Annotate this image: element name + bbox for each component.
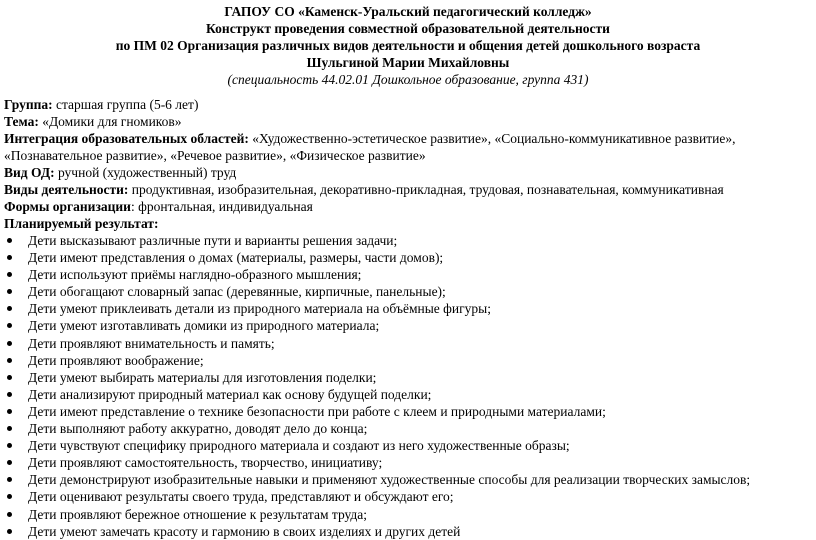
- list-item: [4, 300, 812, 317]
- specialty-line: (специальность 44.02.01 Дошкольное образование, группа 431): [227, 72, 589, 87]
- result-label: Планируемый результат:: [4, 216, 159, 231]
- list-item: [4, 352, 812, 369]
- list-item-text: Дети имеют представления о домах (материалы, размеры, части домов);: [28, 250, 444, 266]
- list-item-text: Дети проявляют воображение;: [28, 352, 204, 368]
- forms-value: : фронтальная, индивидуальная: [130, 199, 313, 214]
- integration-value-2: «Познавательное развитие», «Речевое развитие», «Физическое развитие»: [4, 148, 426, 163]
- topic-field: [4, 113, 812, 130]
- list-item: [4, 420, 812, 437]
- activities-label: Виды деятельности:: [4, 182, 129, 197]
- bullet-icon: [7, 460, 12, 465]
- list-item: [4, 386, 812, 403]
- bullet-icon: [7, 494, 12, 499]
- forms-field: [4, 198, 812, 215]
- type-field: [4, 164, 812, 181]
- document-title: Конструкт проведения совместной образовательной деятельности: [206, 21, 610, 36]
- list-item-text: Дети оценивают результаты своего труда, представляют и обсуждают его;: [28, 489, 454, 505]
- list-item: [4, 523, 812, 540]
- integration-label: Интеграция образовательных областей:: [4, 131, 249, 146]
- results-list: [4, 232, 812, 540]
- bullet-icon: [7, 512, 12, 517]
- bullet-icon: [7, 529, 12, 534]
- group-field: [4, 96, 812, 113]
- document-body: [4, 96, 812, 540]
- list-item: [4, 403, 812, 420]
- list-item-text: Дети проявляют бережное отношение к результатам труда;: [28, 506, 368, 522]
- list-item: [4, 249, 812, 266]
- bullet-icon: [7, 426, 12, 431]
- list-item-text: Дети используют приёмы наглядно-образного мышления;: [28, 267, 362, 283]
- list-item-text: Дети умеют замечать красоту и гармонию в своих изделиях и других детей: [28, 523, 461, 539]
- type-label: Вид ОД:: [4, 165, 55, 180]
- group-value: старшая группа (5-6 лет): [52, 97, 199, 112]
- bullet-icon: [7, 477, 12, 482]
- bullet-icon: [7, 358, 12, 363]
- list-item-text: Дети умеют приклеивать детали из природного материала на объёмные фигуры;: [28, 301, 491, 317]
- list-item-text: Дети проявляют внимательность и память;: [28, 335, 275, 351]
- list-item: [4, 437, 812, 454]
- type-value: ручной (художественный) труд: [54, 165, 237, 180]
- list-item-text: Дети анализируют природный материал как основу будущей поделки;: [28, 386, 432, 402]
- list-item-text: Дети умеют изготавливать домики из природного материала;: [28, 318, 380, 334]
- list-item: [4, 471, 812, 488]
- bullet-icon: [7, 392, 12, 397]
- group-label: Группа:: [4, 97, 53, 112]
- topic-label: Тема:: [4, 114, 39, 129]
- module-title: по ПМ 02 Организация различных видов деятельности и общения детей дошкольного возраста: [115, 38, 701, 53]
- list-item: [4, 317, 812, 334]
- list-item: [4, 488, 812, 505]
- list-item: [4, 335, 812, 352]
- activities-field: [4, 181, 812, 198]
- list-item-text: Дети высказывают различные пути и варианты решения задачи;: [28, 233, 398, 248]
- integration-field-cont: [4, 147, 812, 164]
- list-item-text: Дети выполняют работу аккуратно, доводят дело до конца;: [28, 421, 368, 437]
- integration-value-1: «Художественно-эстетическое развитие», «Социально-коммуникативное развитие»,: [248, 131, 736, 146]
- forms-label: Формы организации: [4, 199, 131, 214]
- list-item: [4, 266, 812, 283]
- bullet-icon: [7, 409, 12, 414]
- list-item: [4, 454, 812, 471]
- list-item-text: Дети чувствуют специфику природного материала и создают из него художественные образы;: [28, 438, 570, 454]
- activities-value: продуктивная, изобразительная, декоративно-прикладная, трудовая, познавательная, коммуникативная: [128, 182, 724, 197]
- bullet-icon: [7, 306, 12, 311]
- bullet-icon: [7, 323, 12, 328]
- result-heading: [4, 215, 812, 232]
- list-item-text: Дети демонстрируют изобразительные навыки и применяют художественные способы для реализации творческих замыслов;: [28, 472, 751, 488]
- list-item-text: Дети умеют выбирать материалы для изготовления поделки;: [28, 369, 377, 385]
- list-item: [4, 283, 812, 300]
- topic-value: «Домики для гномиков»: [38, 114, 182, 129]
- college-name: ГАПОУ СО «Каменск-Уральский педагогический колледж»: [224, 4, 592, 19]
- bullet-icon: [7, 272, 12, 277]
- bullet-icon: [7, 238, 12, 243]
- integration-field: [4, 130, 812, 147]
- list-item: [4, 369, 812, 386]
- list-item-text: Дети имеют представление о технике безопасности при работе с клеем и природными материалами;: [28, 403, 606, 419]
- list-item-text: Дети проявляют самостоятельность, творчество, инициативу;: [28, 455, 383, 471]
- bullet-icon: [7, 443, 12, 448]
- list-item: [4, 506, 812, 523]
- list-item-text: Дети обогащают словарный запас (деревянные, кирпичные, панельные);: [28, 284, 446, 300]
- bullet-icon: [7, 341, 12, 346]
- bullet-icon: [7, 375, 12, 380]
- bullet-icon: [7, 255, 12, 260]
- author-name: Шульгиной Марии Михайловны: [306, 55, 510, 70]
- bullet-icon: [7, 289, 12, 294]
- list-item: [4, 232, 812, 249]
